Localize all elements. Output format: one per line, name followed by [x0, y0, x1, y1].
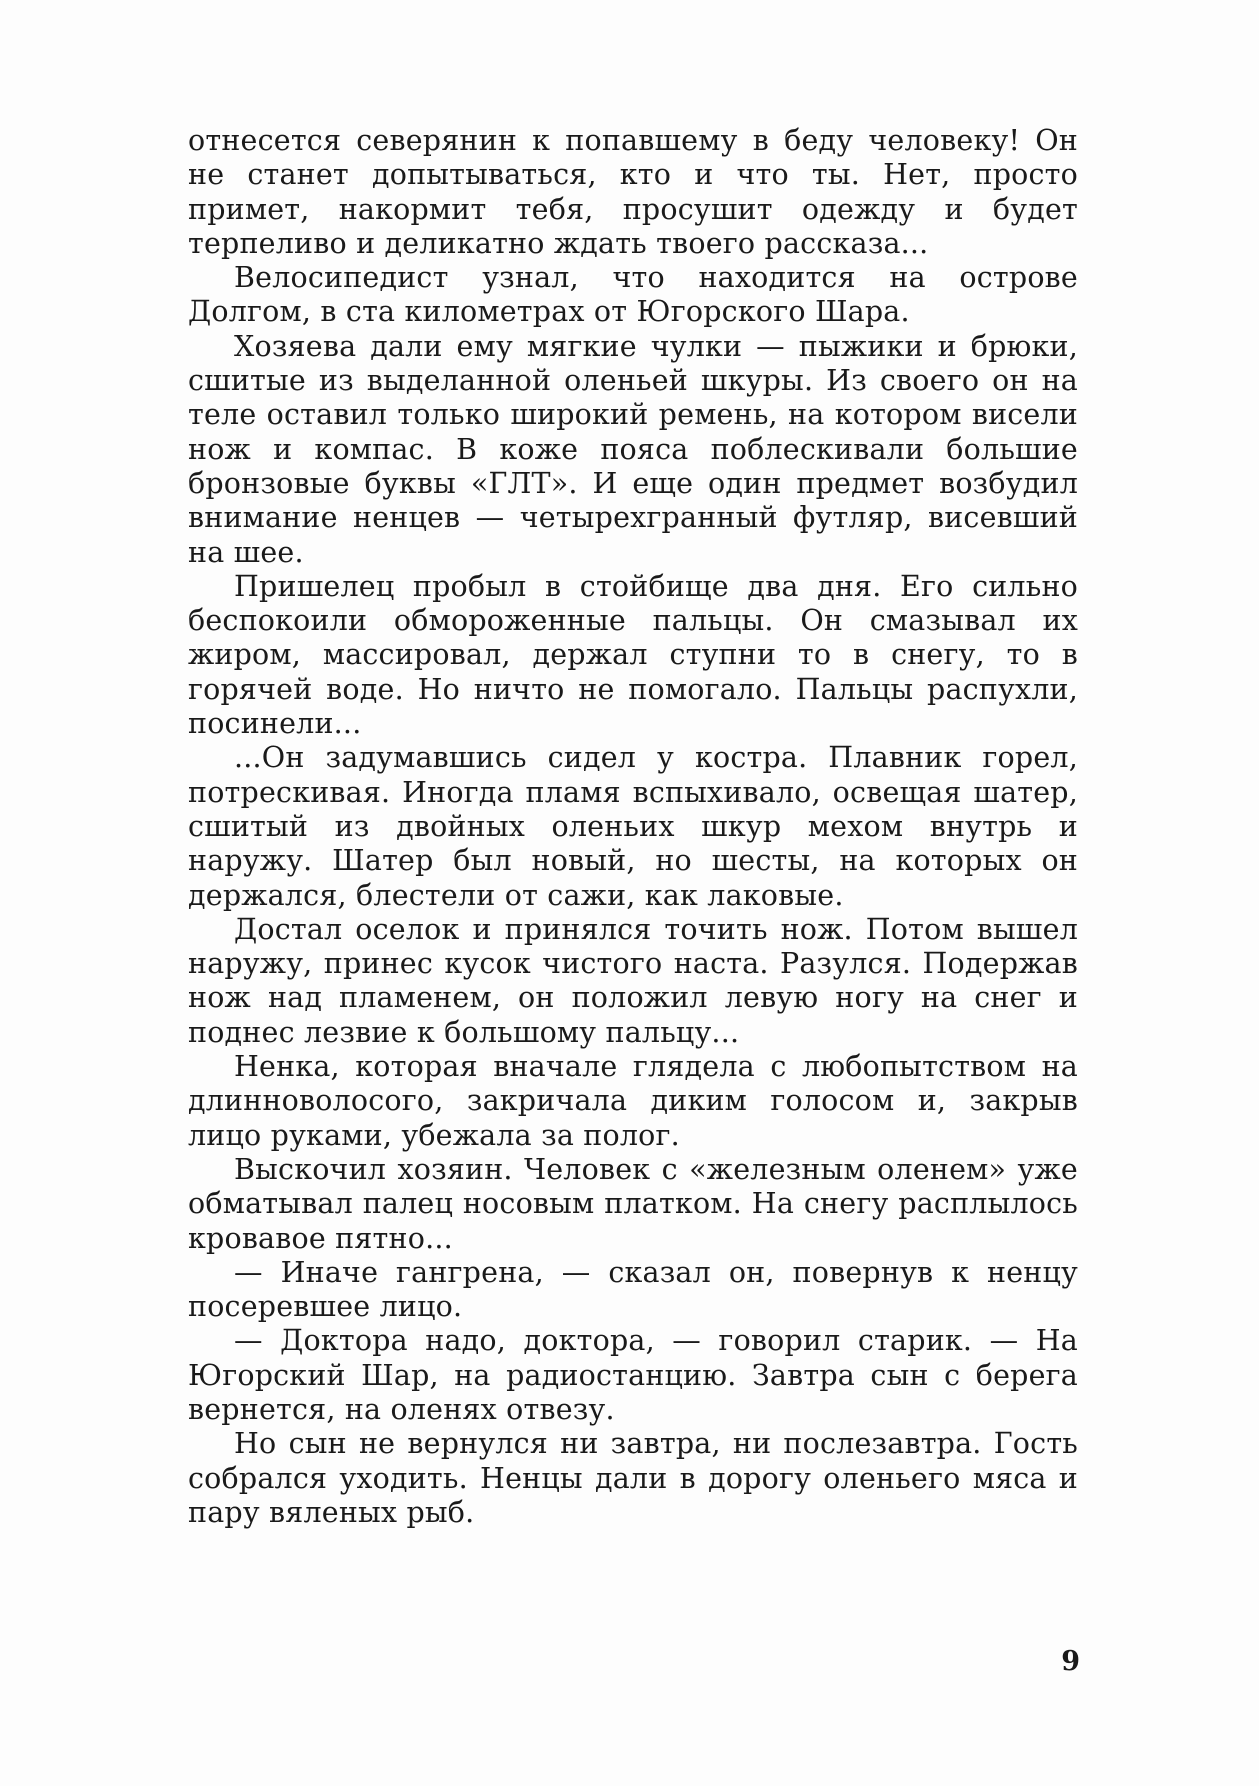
paragraph-9: — Иначе гангрена, — сказал он, повернув к ненцу посеревшее лицо.	[188, 1255, 1078, 1324]
paragraph-10: — Доктора надо, доктора, — говорил старик. — На Югорский Шар, на радиостанцию. Завтра сын с берега вернется, на оленях отвезу.	[188, 1324, 1078, 1426]
body-text	[188, 124, 1078, 1530]
paragraph-8: Выскочил хозяин. Человек с «железным оленем» уже обматывал палец носовым платком. На снегу расплылось кровавое пятно...	[188, 1152, 1078, 1255]
paragraph-6: Достал оселок и принялся точить нож. Потом вышел наружу, принес кусок чистого наста. Разулся. Подержав нож над пламенем, он положил левую ногу на снег и поднес лезвие к большому пальцу...	[188, 912, 1078, 1049]
paragraph-5: ...Он задумавшись сидел у костра. Плавник горел, потрескивая. Иногда пламя вспыхивало, освещая шатер, сшитый из двойных оленьих шкур мехом внутрь и наружу. Шатер был новый, но шесты, на которых он держался, блестели от сажи, как лаковые.	[188, 741, 1078, 912]
page-number: 9	[1061, 1646, 1080, 1677]
paragraph-7: Ненка, которая вначале глядела с любопытством на длинноволосого, закричала диким голосом и, закрыв лицо руками, убежала за полог.	[188, 1050, 1078, 1152]
paragraph-2: Велосипедист узнал, что находится на острове Долгом, в ста километрах от Югорского Шара.	[188, 261, 1078, 329]
paragraph-3: Хозяева дали ему мягкие чулки — пыжики и брюки, сшитые из выделанной оленьей шкуры. Из своего он на теле оставил только широкий ремень, на котором висели нож и компас. В коже пояса поблескивали большие бронзовые буквы «ГЛТ». И еще один предмет возбудил внимание ненцев — четырехгранный футляр, висевший на шее.	[188, 329, 1078, 569]
paragraph-11: Но сын не вернулся ни завтра, ни послезавтра. Гость собрался уходить. Ненцы дали в дорогу оленьего мяса и пару вяленых рыб.	[188, 1427, 1078, 1529]
paragraph-4: Пришелец пробыл в стойбище два дня. Его сильно беспокоили обмороженные пальцы. Он смазывал их жиром, массировал, держал ступни то в снегу, то в горячей воде. Но ничто не помогало. Пальцы распухли, посинели...	[188, 569, 1078, 741]
paragraph-1: отнесется северянин к попавшему в беду человеку! Он не станет допытываться, кто и что ты. Нет, просто примет, накормит тебя, просушит одежду и будет терпеливо и деликатно ждать твоего рассказа...	[188, 124, 1078, 260]
